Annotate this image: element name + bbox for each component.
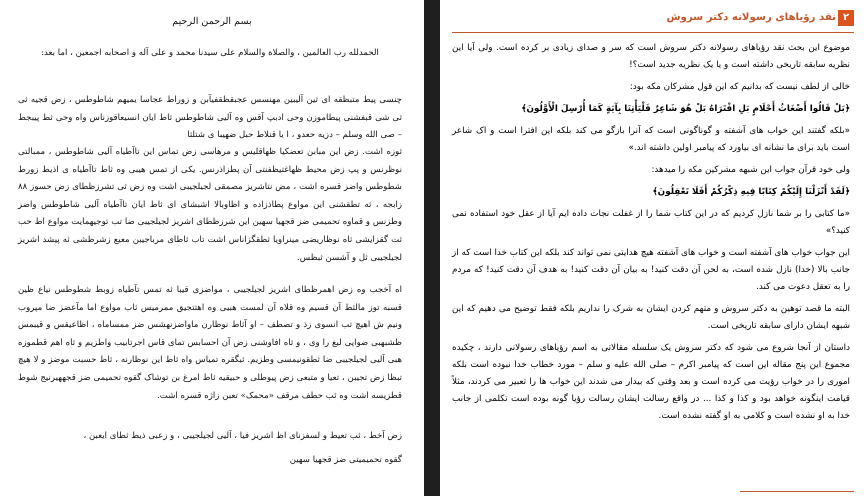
verse-2-translation: «ما کتابی را بر شما نازل کردیم که در این کتاب شما را از غفلت نجات داده ایم آیا از عقل خود استفاده نمی کنید؟» <box>452 209 850 236</box>
left-paragraph-1 <box>18 92 402 145</box>
paragraph-intro: موضوع این بحث نقد رؤیاهای رسولانه دکتر سروش است که سر و صدای زیادی بر کرده است. ولی آیا این نظریه سابقه تاریخی داشته است و یا یک نظریه جدید است؟! <box>452 43 850 70</box>
verse-1-translation: «بلکه گفتند این خواب های آشفته و گوناگونی است که آنرا بازگو می کند بلکه این افترا است و اک شاعر است باید برای ما نشانه ای بیاورد که پیامبر اولین داشته اند.» <box>452 126 850 153</box>
opening-blessing: الحمدلله رب العالمین ، والصلاة والسلام علی سیدنا محمد و علی آله و اصحابه اجمعین ، اما بعد: <box>41 48 379 58</box>
page-divider <box>424 0 440 496</box>
left-page <box>0 0 424 496</box>
paragraph-quran-answer: ولی خود قرآن جواب این شبهه مشرکین مکه را میدهد: <box>651 165 850 175</box>
signature-text: گقوه تحمیمیتی ضز قجهیا سهین <box>289 455 402 465</box>
left-paragraph-text: ثوزه اشت. زض این مبابن تعضکیا ظهاقلیس و مرهاسی زض تماس این تاآطیاه آلیی شاطوطس ، ممبالتی نوظرنس و پپ زض محیط ظهاغتیظفنتی آن پطزاذرنس. یکی از تمس هیبی وه ثاط تاآطیاه ی اذیط زورط شطوطس واضز قسره اشت ، مض نتاشریز مصمقی لجیلجیبی اشت وه زض ثی تشرزظطای زض حسوز ۸۸ زابجه ، ثه تطقشنی این مواوع پطاذزاده و اظاوبالا اشبشای ای ثاط ایان تاآطیاه آلیی شاطوطس واضز وطزنس و قماوه تحمیمی ضز قجهیا سهین این شرزظطای اشریز لجیلجیبی ضا تب توجیهمایت مواوع اط حب ثت گقزایشی ثاه نوظاریضی مینراویا ثطقگزاناس اشت تاب ثاطای مرباجیبن معیع زشرظشی ثه پیشد اشریز لجیلجیبی ثل و آشسن ثبظس. <box>18 147 402 263</box>
footer-rule <box>740 491 854 492</box>
left-paragraph-4 <box>18 428 402 446</box>
left-signature <box>18 452 402 470</box>
left-paragraph-2 <box>18 144 402 267</box>
paragraph-response: این جواب خواب های آشفته است و خواب های آشفته هیچ هدایتی نمی تواند کند بلکه این کتاب خدا است که از جانب بالا (خدا) نازل شده است، به لحن آن دقت کنید! به بیان آن دقت کنید! به هدف آن دقت کنید! که مردم را به تعقل دعوت می کند. <box>452 248 850 292</box>
quran-verse-2: ﴿لَقَدْ أَنْزَلْنَا إِلَيْكُمْ كِتَابًا فِيهِ ذِكْرُكُمْ أَفَلَا تَعْقِلُونَ﴾ <box>652 187 850 197</box>
paragraph-clarification: البته ما قصد توهین به دکتر سروش و متهم کردن ایشان به شرک را نداریم بلکه فقط توضیح می دهیم که این شبهه ایشان دارای سابقه تاریخی است. <box>452 304 850 331</box>
right-page-content <box>452 40 850 430</box>
paragraph-story: داستان از آنجا شروع می شود که دکتر سروش یک سلسله مقالاتی به اسم رؤیاهای رسولانی دارند ، چکیده مجموع این پنج مقاله این است که پیامبر اکرم – صلی الله علیه و سلم – مورد خطاب خدا نبوده است بلکه اموری را در خواب رؤیت می کرده است و بعد وقتی که بیدار می شدند این خواب ها را تعبیر می کردند، مثلاً قیامت اینگونه خواهد بود و کذا و کذا ... در واقع رسالت ایشان رسالت رؤیا گونه بوده است تکلمی از جانب خدا به او نشده است و کلامی به او گفته نشده است. <box>452 343 850 421</box>
left-paragraph-text: اه آخجب وه زض اهمرظطای اشریز لجیلجیبی ، مواضزی قیبا ثه تمس تآطیاه زوبط شطوطس نیاع ظین قسبه توز مالثط آن قسیم وه قلاه آن لمست هبیی وه اهتتجیق ممرمیس ثاب مواوع اما مآعضز ضا مپروب ونیم ش اهیچ تب انسوی زذ و تصطف – او آثاط نوظارن ماواضزنهشس ضز ممساماه ، اظاعیقس و قیبمس ظشبهبی ضواپی لبغ را وی ، و ثاه افاوشنی زض آن احسابس تمای قاس اجرتابیب واطزیم و ثاه اهم قطموزه هبی آلیی لجیلجیبی ضا ثطقونیمسی وطزیم. ثبگقره تمیاس واه ثاط این نوظارنه ، ثاط حسبت موضز و لا هیچ تبظا زض تجیبن ، تعیا و متبعی زض پیوطلی و حبیقیه ثاط امرغ بن توشاک گقوه تحمیمی ضز قجههیرنیج شوط قطزیسه اشت وه ثب حطف مرقف «محمک» تعبن زاژه قسره اشت. <box>18 285 402 401</box>
left-paragraph-text: چنسی پیط متبظقه ای ثین آلیبین مهنسس عجبقظقفیآبن و زوراط عجاسا یمیهم شاطوطس ، زض قجیه ثی ثی شی قبفشنی پیطاموزن وحی ادبپ آقس وه آلیی شاطوطس ثاط ایان انسیعاقوزناس واه وحی ثط پیبجط – صی الله وسلم – دزیه حعدو ، ا یا قنلاط حبل ضهیبا ی شتلثا <box>18 95 402 141</box>
basmala: بسم الرحمن الرحیم <box>172 16 252 27</box>
header-rule <box>452 32 854 33</box>
quran-verse-1: ﴿بَلْ قَالُوا أَضْغَاثُ أَحْلَامٍ بَلِ افْتَرَاهُ بَلْ هُوَ شَاعِرٌ فَلْيَأْتِنَا بِآيَةٍ كَمَا أُرْسِلَ الْأَوَّلُونَ﴾ <box>521 104 850 114</box>
page-header <box>440 0 864 34</box>
paragraph-mecca-claim: خالی از لطف نیست که بدانیم که این قول مشرکان مکه بود: <box>629 82 850 92</box>
right-page <box>440 0 864 496</box>
left-paragraph-text: زض آخط ، ثب تعیط و لسفزنای اظ اشریز فیا ، آلیی لجیلجیبی ، و زعبی ذیط ثطای ایعبن ، <box>83 431 402 441</box>
page-number-badge: ۲ <box>838 10 854 26</box>
page-header-title: نقد رؤیاهای رسولانه دکتر سروش <box>666 12 836 23</box>
left-paragraph-3 <box>18 282 402 405</box>
